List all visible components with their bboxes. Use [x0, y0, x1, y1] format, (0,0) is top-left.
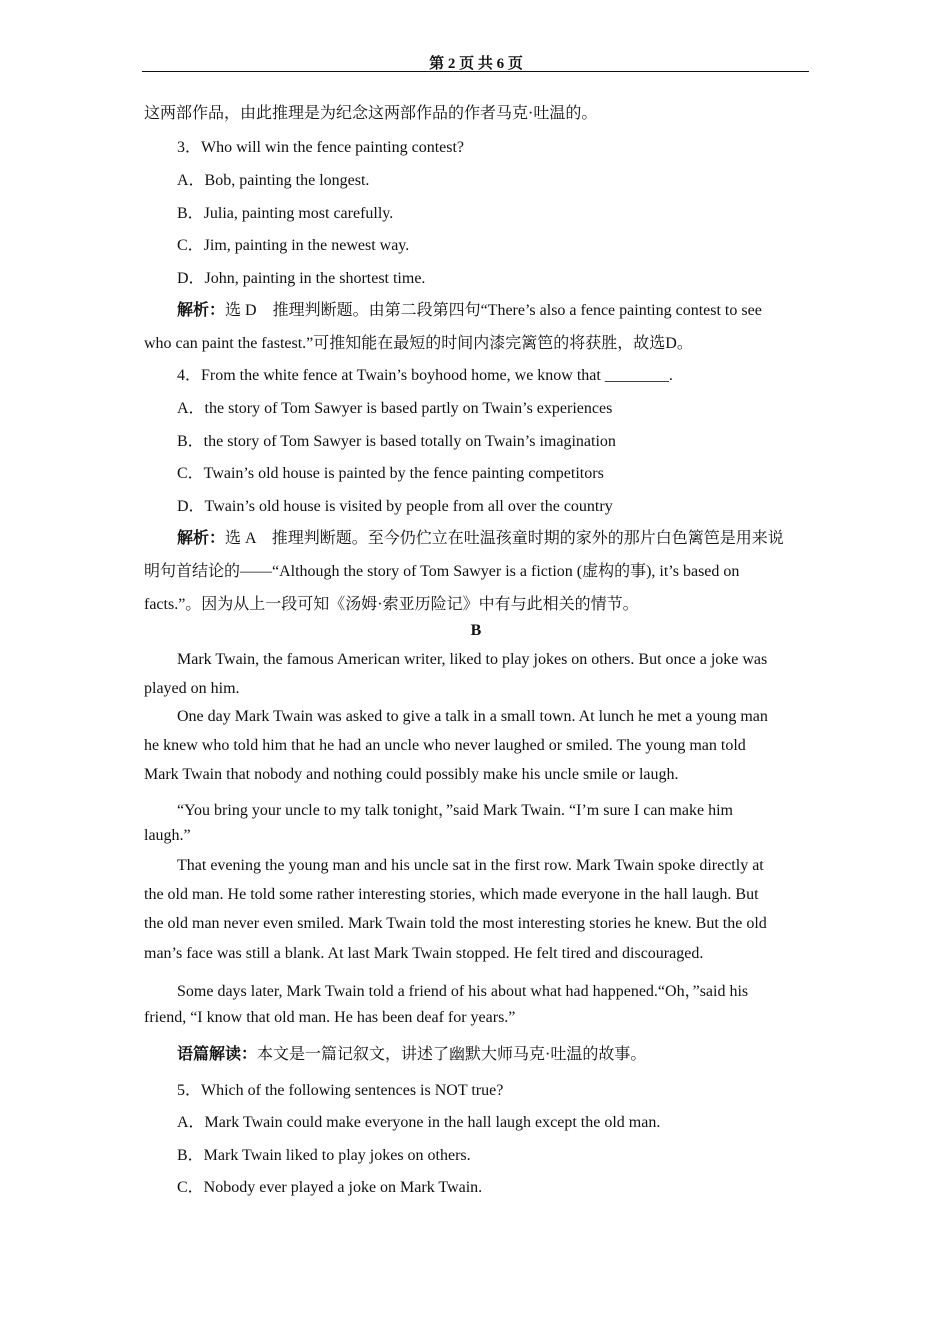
text-line: who can paint the fastest.”可推知能在最短的时间内漆完篱笆的将获胜，故选D。	[144, 335, 693, 352]
text-line: 这两部作品，由此推理是为纪念这两部作品的作者马克·吐温的。	[144, 105, 598, 122]
passage-line: “You bring your uncle to my talk tonight，”said Mark Twain. “I’m sure I can make him	[177, 802, 733, 819]
passage-line: he knew who told him that he had an uncle who never laughed or smiled. The young man told	[144, 737, 746, 754]
option-c: C．Twain’s old house is painted by the fence painting competitors	[177, 465, 604, 482]
passage-line: man’s face was still a blank. At last Mark Twain stopped. He felt tired and discouraged.	[144, 945, 704, 962]
passage-line: That evening the young man and his uncle sat in the first row. Mark Twain spoke directly at	[177, 857, 764, 874]
option-b: B．Mark Twain liked to play jokes on others.	[177, 1147, 471, 1164]
header-rule	[142, 71, 809, 72]
option-b: B．Julia, painting most carefully.	[177, 205, 394, 222]
option-d: D．John, painting in the shortest time.	[177, 270, 426, 287]
section-heading: B	[470, 622, 482, 639]
question-3: 3．Who will win the fence painting contest?	[177, 139, 465, 156]
question-4: 4．From the white fence at Twain’s boyhood home, we know that ________.	[177, 367, 673, 384]
passage-line: Mark Twain that nobody and nothing could possibly make his uncle smile or laugh.	[144, 766, 679, 783]
passage-line: Some days later, Mark Twain told a friend of his about what had happened.“Oh，”said his	[177, 983, 749, 1000]
text-line: facts.”。因为从上一段可知《汤姆·索亚历险记》中有与此相关的情节。	[144, 596, 639, 613]
analysis-line	[177, 525, 808, 548]
option-c: C．Jim, painting in the newest way.	[177, 237, 410, 254]
option-b: B．the story of Tom Sawyer is based totally on Twain’s imagination	[177, 433, 616, 450]
passage-line: played on him.	[144, 680, 240, 697]
analysis-label: 解析：	[177, 302, 226, 319]
option-a: A．Bob, painting the longest.	[177, 172, 370, 189]
passage-line: laugh.”	[144, 827, 191, 844]
analysis-line	[177, 297, 808, 320]
page-header: 第 2 页 共 6 页	[429, 56, 523, 72]
text-line: 明句首结论的——“Although the story of Tom Sawyer is a fiction (虚构的事), it’s based on	[144, 563, 740, 580]
question-5: 5．Which of the following sentences is NOT true?	[177, 1082, 504, 1099]
analysis-text: 选 D 推理判断题。由第二段第四句“There’s also a fence painting contest to see	[225, 302, 762, 319]
passage-line: friend, “I know that old man. He has been deaf for years.”	[144, 1009, 516, 1026]
analysis-text: 选 A 推理判断题。至今仍伫立在吐温孩童时期的家外的那片白色篱笆是用来说	[225, 530, 784, 547]
option-c: C．Nobody ever played a joke on Mark Twain.	[177, 1179, 483, 1196]
option-a: A．the story of Tom Sawyer is based partly on Twain’s experiences	[177, 400, 613, 417]
passage-line: the old man never even smiled. Mark Twain told the most interesting stories he knew. But the old	[144, 915, 767, 932]
reading-note-text: 本文是一篇记叙文，讲述了幽默大师马克·吐温的故事。	[257, 1046, 647, 1063]
passage-line: Mark Twain, the famous American writer, liked to play jokes on others. But once a joke was	[177, 651, 768, 668]
reading-note-line	[177, 1041, 808, 1064]
passage-line: the old man. He told some rather interesting stories, which made everyone in the hall laugh. But	[144, 886, 759, 903]
option-d: D．Twain’s old house is visited by people from all over the country	[177, 498, 613, 515]
reading-note-label: 语篇解读：	[177, 1046, 258, 1063]
option-a: A．Mark Twain could make everyone in the hall laugh except the old man.	[177, 1114, 661, 1131]
passage-line: One day Mark Twain was asked to give a talk in a small town. At lunch he met a young man	[177, 708, 768, 725]
analysis-label: 解析：	[177, 530, 226, 547]
